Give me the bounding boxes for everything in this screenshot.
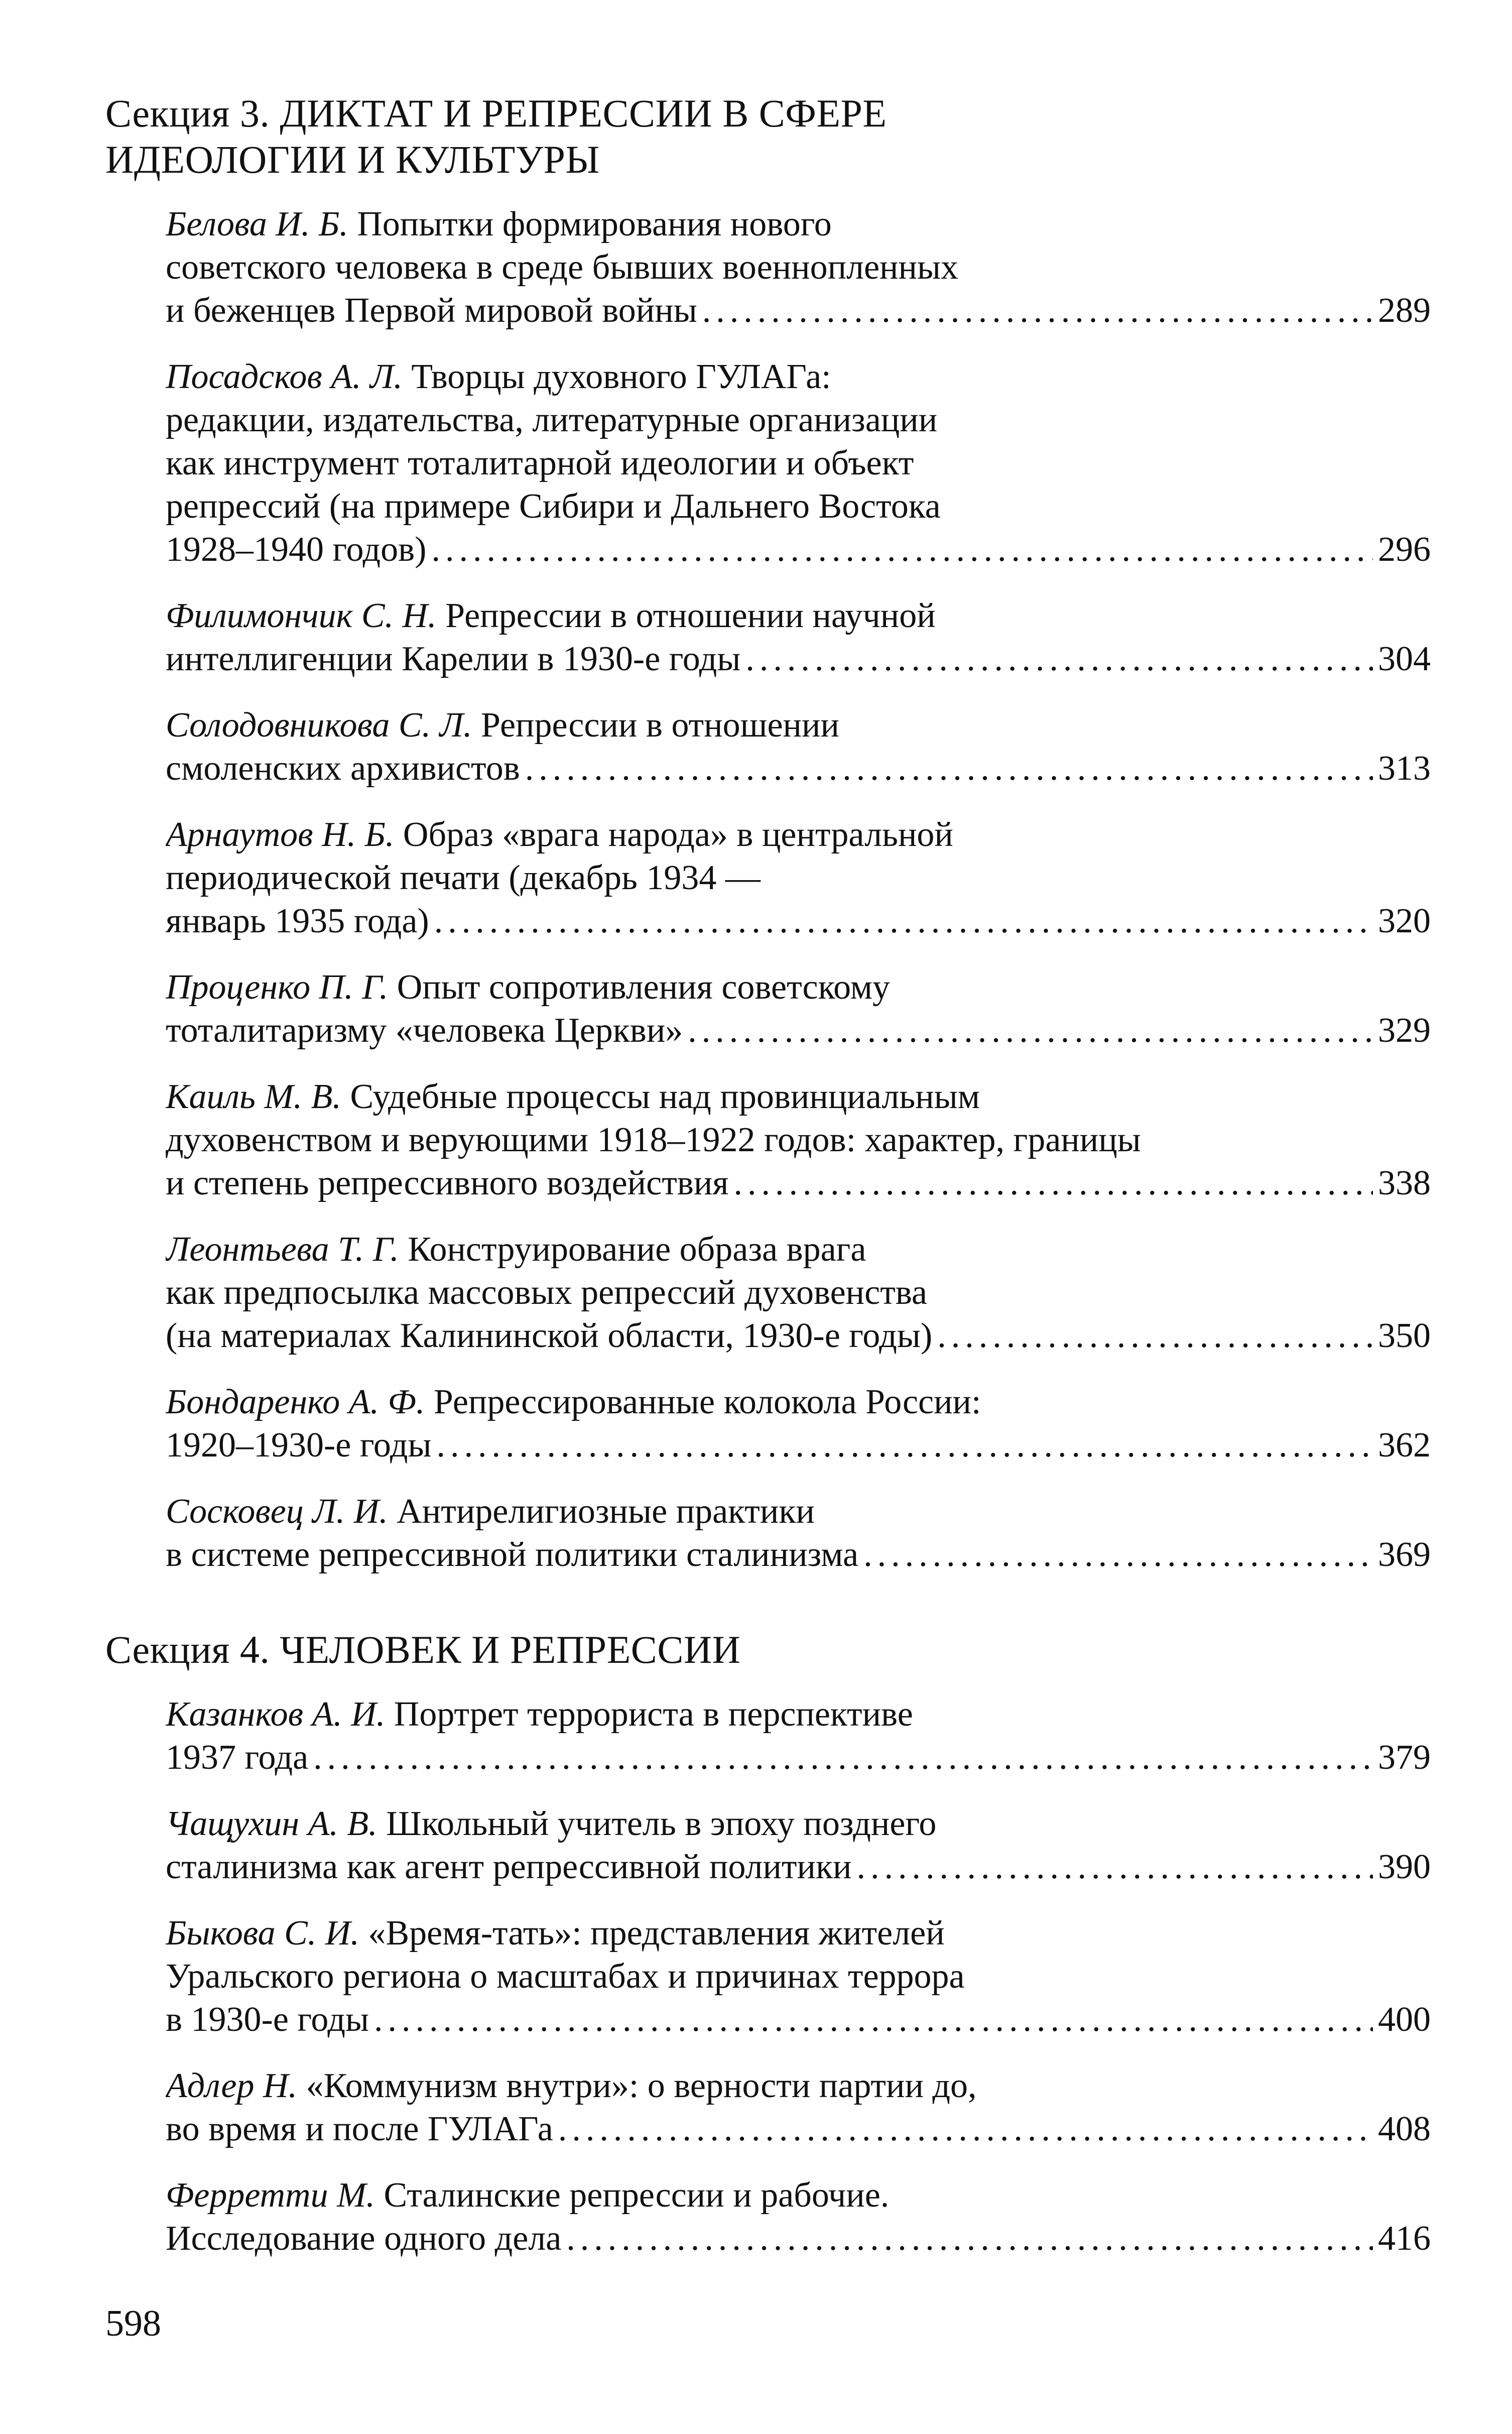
toc-entry-text [166, 2217, 561, 2260]
entry-page-number: 296 [1378, 530, 1431, 569]
entry-page-number: 390 [1378, 1848, 1431, 1886]
entry-page-number: 338 [1378, 1164, 1431, 1202]
section-title-line: Секция 4. ЧЕЛОВЕК И РЕПРЕССИИ [105, 1628, 741, 1671]
toc-entry-text [166, 1957, 965, 1996]
entry-author: Каиль М. В. [166, 1077, 341, 1116]
entry-title-text: редакции, издательства, литературные организации [166, 401, 938, 439]
entry-title-text: Конструирование образа врага [408, 1230, 866, 1269]
entry-title-text: Репрессированные колокола России: [433, 1383, 981, 1421]
entry-title-text: сталинизма как агент репрессивной политики [166, 1848, 852, 1886]
toc-entry-line [166, 813, 1431, 857]
toc-entry-line [166, 2064, 1431, 2108]
toc-entry-line [166, 1271, 1431, 1314]
toc-entry-line [166, 747, 1431, 790]
entry-title-text: Исследование одного дела [166, 2219, 562, 2258]
entry-title-text: во время и после ГУЛАГа [166, 2110, 553, 2148]
toc-entry-line [166, 203, 1431, 246]
entry-author: Леонтьева Т. Г. [166, 1230, 399, 1269]
entry-page-number: 379 [1378, 1738, 1431, 1777]
toc-entry-line [166, 1119, 1431, 1162]
toc-entry-line [166, 1162, 1431, 1205]
toc-entry [166, 1381, 1431, 1467]
entry-author: Филимончик С. Н. [166, 596, 437, 635]
toc-entry-text [166, 2108, 553, 2151]
toc-entry-text [166, 1077, 980, 1116]
toc-entry-text [166, 596, 936, 635]
toc-entry-text [166, 815, 953, 854]
entry-title-text: Опыт сопротивления советскому [397, 968, 891, 1007]
toc-entry-text [166, 401, 937, 439]
dot-leader [863, 1533, 1373, 1576]
toc-entry-line [166, 355, 1431, 399]
entry-title-text: и степень репрессивного воздействия [166, 1164, 729, 1202]
toc-entry-text [166, 528, 426, 571]
entry-title-text: периодической печати (декабрь 1934 — [166, 859, 761, 897]
toc-entry-line [166, 246, 1431, 289]
dot-leader [566, 2217, 1373, 2260]
toc-entry-text [166, 1162, 729, 1205]
toc-entry-text [166, 1383, 981, 1421]
toc-entry-line [166, 966, 1431, 1009]
toc-entry-text [166, 968, 890, 1007]
entry-title-text: Уральского региона о масштабах и причинах террора [166, 1957, 965, 1996]
toc-entry-text [166, 1492, 815, 1531]
toc-entry-line [166, 857, 1431, 900]
entry-author: Посадсков А. Л. [166, 357, 403, 396]
toc-entry-line [166, 1009, 1431, 1052]
entry-author: Проценко П. Г. [166, 968, 389, 1007]
entry-title-text: 1928–1940 годов) [166, 530, 427, 569]
toc-entry-text [166, 1230, 866, 1269]
toc-entry-text [166, 487, 941, 526]
entry-page-number: 369 [1378, 1535, 1431, 1574]
entry-title-text: Сталинские репрессии и рабочие. [384, 2176, 890, 2215]
dot-leader [525, 747, 1373, 790]
toc-entry-line [166, 1228, 1431, 1271]
toc-entry-line [166, 1802, 1431, 1846]
entry-title-text: Попытки формирования нового [357, 205, 832, 244]
toc-entry [166, 1228, 1431, 1358]
toc-entry-line [166, 442, 1431, 485]
toc-entry-text [166, 248, 958, 287]
toc-entry-text [166, 1695, 913, 1734]
toc-entry-text [166, 706, 839, 745]
toc-entry [166, 203, 1431, 332]
toc-entry-line [166, 1955, 1431, 1998]
toc-entry-line [166, 1314, 1431, 1358]
entry-title-text: (на материалах Калининской области, 1930-е годы) [166, 1316, 933, 1355]
toc-entry-line [166, 485, 1431, 528]
dot-leader [313, 1736, 1373, 1779]
entry-author: Чащухин А. В. [166, 1804, 377, 1843]
entry-page-number: 416 [1378, 2219, 1431, 2258]
toc-entry-line [166, 2108, 1431, 2151]
entry-author: Сосковец Л. И. [166, 1492, 388, 1531]
entry-title-text: Образ «врага народа» в центральной [403, 815, 953, 854]
toc-entries [166, 203, 1431, 1576]
dot-leader [745, 638, 1373, 681]
dot-leader [558, 2108, 1373, 2151]
table-of-contents [105, 90, 1431, 2310]
entry-title-text: смоленских архивистов [166, 749, 520, 788]
entry-title-text: тоталитаризму «человека Церкви» [166, 1011, 683, 1050]
dot-leader [436, 1424, 1373, 1467]
toc-entry-text [166, 2066, 977, 2105]
entry-author: Казанков А. И. [166, 1695, 386, 1734]
toc-entry [166, 1490, 1431, 1576]
toc-entry-text [166, 357, 831, 396]
toc-entry-line [166, 1490, 1431, 1533]
entry-author: Быкова С. И. [166, 1914, 359, 1953]
toc-entry-line [166, 1693, 1431, 1736]
toc-entry-line [166, 1998, 1431, 2041]
entry-author: Арнаутов Н. Б. [166, 815, 395, 854]
entry-title-text: Судебные процессы над провинциальным [350, 1077, 980, 1116]
entry-title-text: в системе репрессивной политики сталинизма [166, 1535, 859, 1574]
toc-entry-line [166, 1424, 1431, 1467]
toc-entry [166, 1693, 1431, 1779]
entry-title-text: в 1930-е годы [166, 2000, 369, 2039]
toc-entry-line [166, 594, 1431, 638]
toc-entry [166, 966, 1431, 1052]
toc-entry [166, 355, 1431, 571]
toc-entry-line [166, 2174, 1431, 2217]
entry-title-text: как предпосылка массовых репрессий духовенства [166, 1273, 927, 1312]
toc-entry [166, 704, 1431, 790]
section-title-line: Секция 3. ДИКТАТ И РЕПРЕССИИ В СФЕРЕ [105, 91, 887, 135]
toc-entry-text [166, 289, 697, 332]
toc-entry [166, 594, 1431, 681]
toc-entry-text [166, 1314, 932, 1358]
toc-entry-text [166, 1998, 369, 2041]
toc-entry [166, 1912, 1431, 2041]
toc-entry-text [166, 747, 520, 790]
dot-leader [734, 1162, 1373, 1205]
toc-entry-text [166, 859, 761, 897]
toc-entry [166, 1075, 1431, 1205]
entry-title-text: 1920–1930-е годы [166, 1426, 432, 1465]
entry-title-text: Школьный учитель в эпоху позднего [386, 1804, 937, 1843]
entry-title-text: интеллигенции Карелии в 1930-е годы [166, 640, 741, 678]
toc-entry-text [166, 1846, 851, 1889]
entry-page-number: 362 [1378, 1426, 1431, 1465]
entry-author: Солодовникова С. Л. [166, 706, 472, 745]
entry-author: Бондаренко А. Ф. [166, 1383, 425, 1421]
toc-entry-text [166, 638, 740, 681]
toc-entry-text [166, 205, 832, 244]
entry-page-number: 400 [1378, 2000, 1431, 2039]
entry-title-text: Антирелигиозные практики [397, 1492, 815, 1531]
toc-entry-line [166, 399, 1431, 442]
entry-page-number: 329 [1378, 1011, 1431, 1050]
toc-entry-line [166, 1381, 1431, 1424]
toc-entry [166, 1802, 1431, 1889]
toc-entry-line [166, 1533, 1431, 1576]
toc-entry-text [166, 900, 429, 943]
toc-entry-line [166, 289, 1431, 332]
toc-entry-line [166, 1075, 1431, 1119]
entry-title-text: январь 1935 года) [166, 902, 429, 940]
dot-leader [702, 289, 1373, 332]
toc-entry-line [166, 2217, 1431, 2260]
toc-entry-text [166, 1121, 1141, 1159]
toc-entry [166, 813, 1431, 943]
entry-title-text: советского человека в среде бывших военнопленных [166, 248, 958, 287]
toc-entry-line [166, 528, 1431, 571]
entry-title-text: Портрет террориста в перспективе [394, 1695, 913, 1734]
dot-leader [937, 1314, 1373, 1358]
toc-entry-text [166, 1273, 927, 1312]
dot-leader [431, 528, 1373, 571]
entry-title-text: 1937 года [166, 1738, 309, 1777]
dot-leader [434, 900, 1373, 943]
toc-entry [166, 2064, 1431, 2151]
toc-entry-text [166, 1424, 431, 1467]
entry-title-text: «Коммунизм внутри»: о верности партии до, [306, 2066, 977, 2105]
entry-author: Адлер Н. [166, 2066, 298, 2105]
entry-title-text: как инструмент тоталитарной идеологии и объект [166, 444, 914, 482]
entry-title-text: Творцы духовного ГУЛАГа: [411, 357, 831, 396]
dot-leader [856, 1846, 1373, 1889]
toc-entry-text [166, 444, 914, 482]
toc-entry-text [166, 1914, 945, 1953]
toc-entries [166, 1693, 1431, 2260]
toc-entry [166, 2174, 1431, 2260]
dot-leader [374, 1998, 1373, 2041]
toc-entry-text [166, 1736, 308, 1779]
entry-page-number: 408 [1378, 2110, 1431, 2148]
entry-title-text: и беженцев Первой мировой войны [166, 291, 697, 330]
entry-author: Белова И. Б. [166, 205, 348, 244]
entry-title-text: репрессий (на примере Сибири и Дальнего Востока [166, 487, 941, 526]
entry-title-text: Репрессии в отношении [480, 706, 839, 745]
dot-leader [688, 1009, 1373, 1052]
entry-page-number: 320 [1378, 902, 1431, 940]
toc-entry-line [166, 1736, 1431, 1779]
entry-page-number: 289 [1378, 291, 1431, 330]
toc-entry-line [166, 1846, 1431, 1889]
entry-title-text: «Время-тать»: представления жителей [368, 1914, 945, 1953]
page-number: 598 [105, 2303, 161, 2344]
toc-entry-line [166, 638, 1431, 681]
toc-entry-text [166, 1804, 936, 1843]
toc-entry-line [166, 1912, 1431, 1955]
toc-entry-text [166, 1533, 858, 1576]
toc-entry-line [166, 704, 1431, 747]
toc-entry-text [166, 1009, 683, 1052]
entry-author: Ферретти М. [166, 2176, 375, 2215]
section-title-line: ИДЕОЛОГИИ И КУЛЬТУРЫ [105, 138, 600, 181]
entry-title-text: духовенством и верующими 1918–1922 годов: характер, границы [166, 1121, 1141, 1159]
entry-page-number: 313 [1378, 749, 1431, 788]
toc-section [105, 1627, 1431, 2260]
toc-entry-text [166, 2176, 889, 2215]
entry-title-text: Репрессии в отношении научной [445, 596, 936, 635]
entry-page-number: 350 [1378, 1316, 1431, 1355]
entry-page-number: 304 [1378, 640, 1431, 678]
toc-entry-line [166, 900, 1431, 943]
toc-section [105, 90, 1431, 1576]
